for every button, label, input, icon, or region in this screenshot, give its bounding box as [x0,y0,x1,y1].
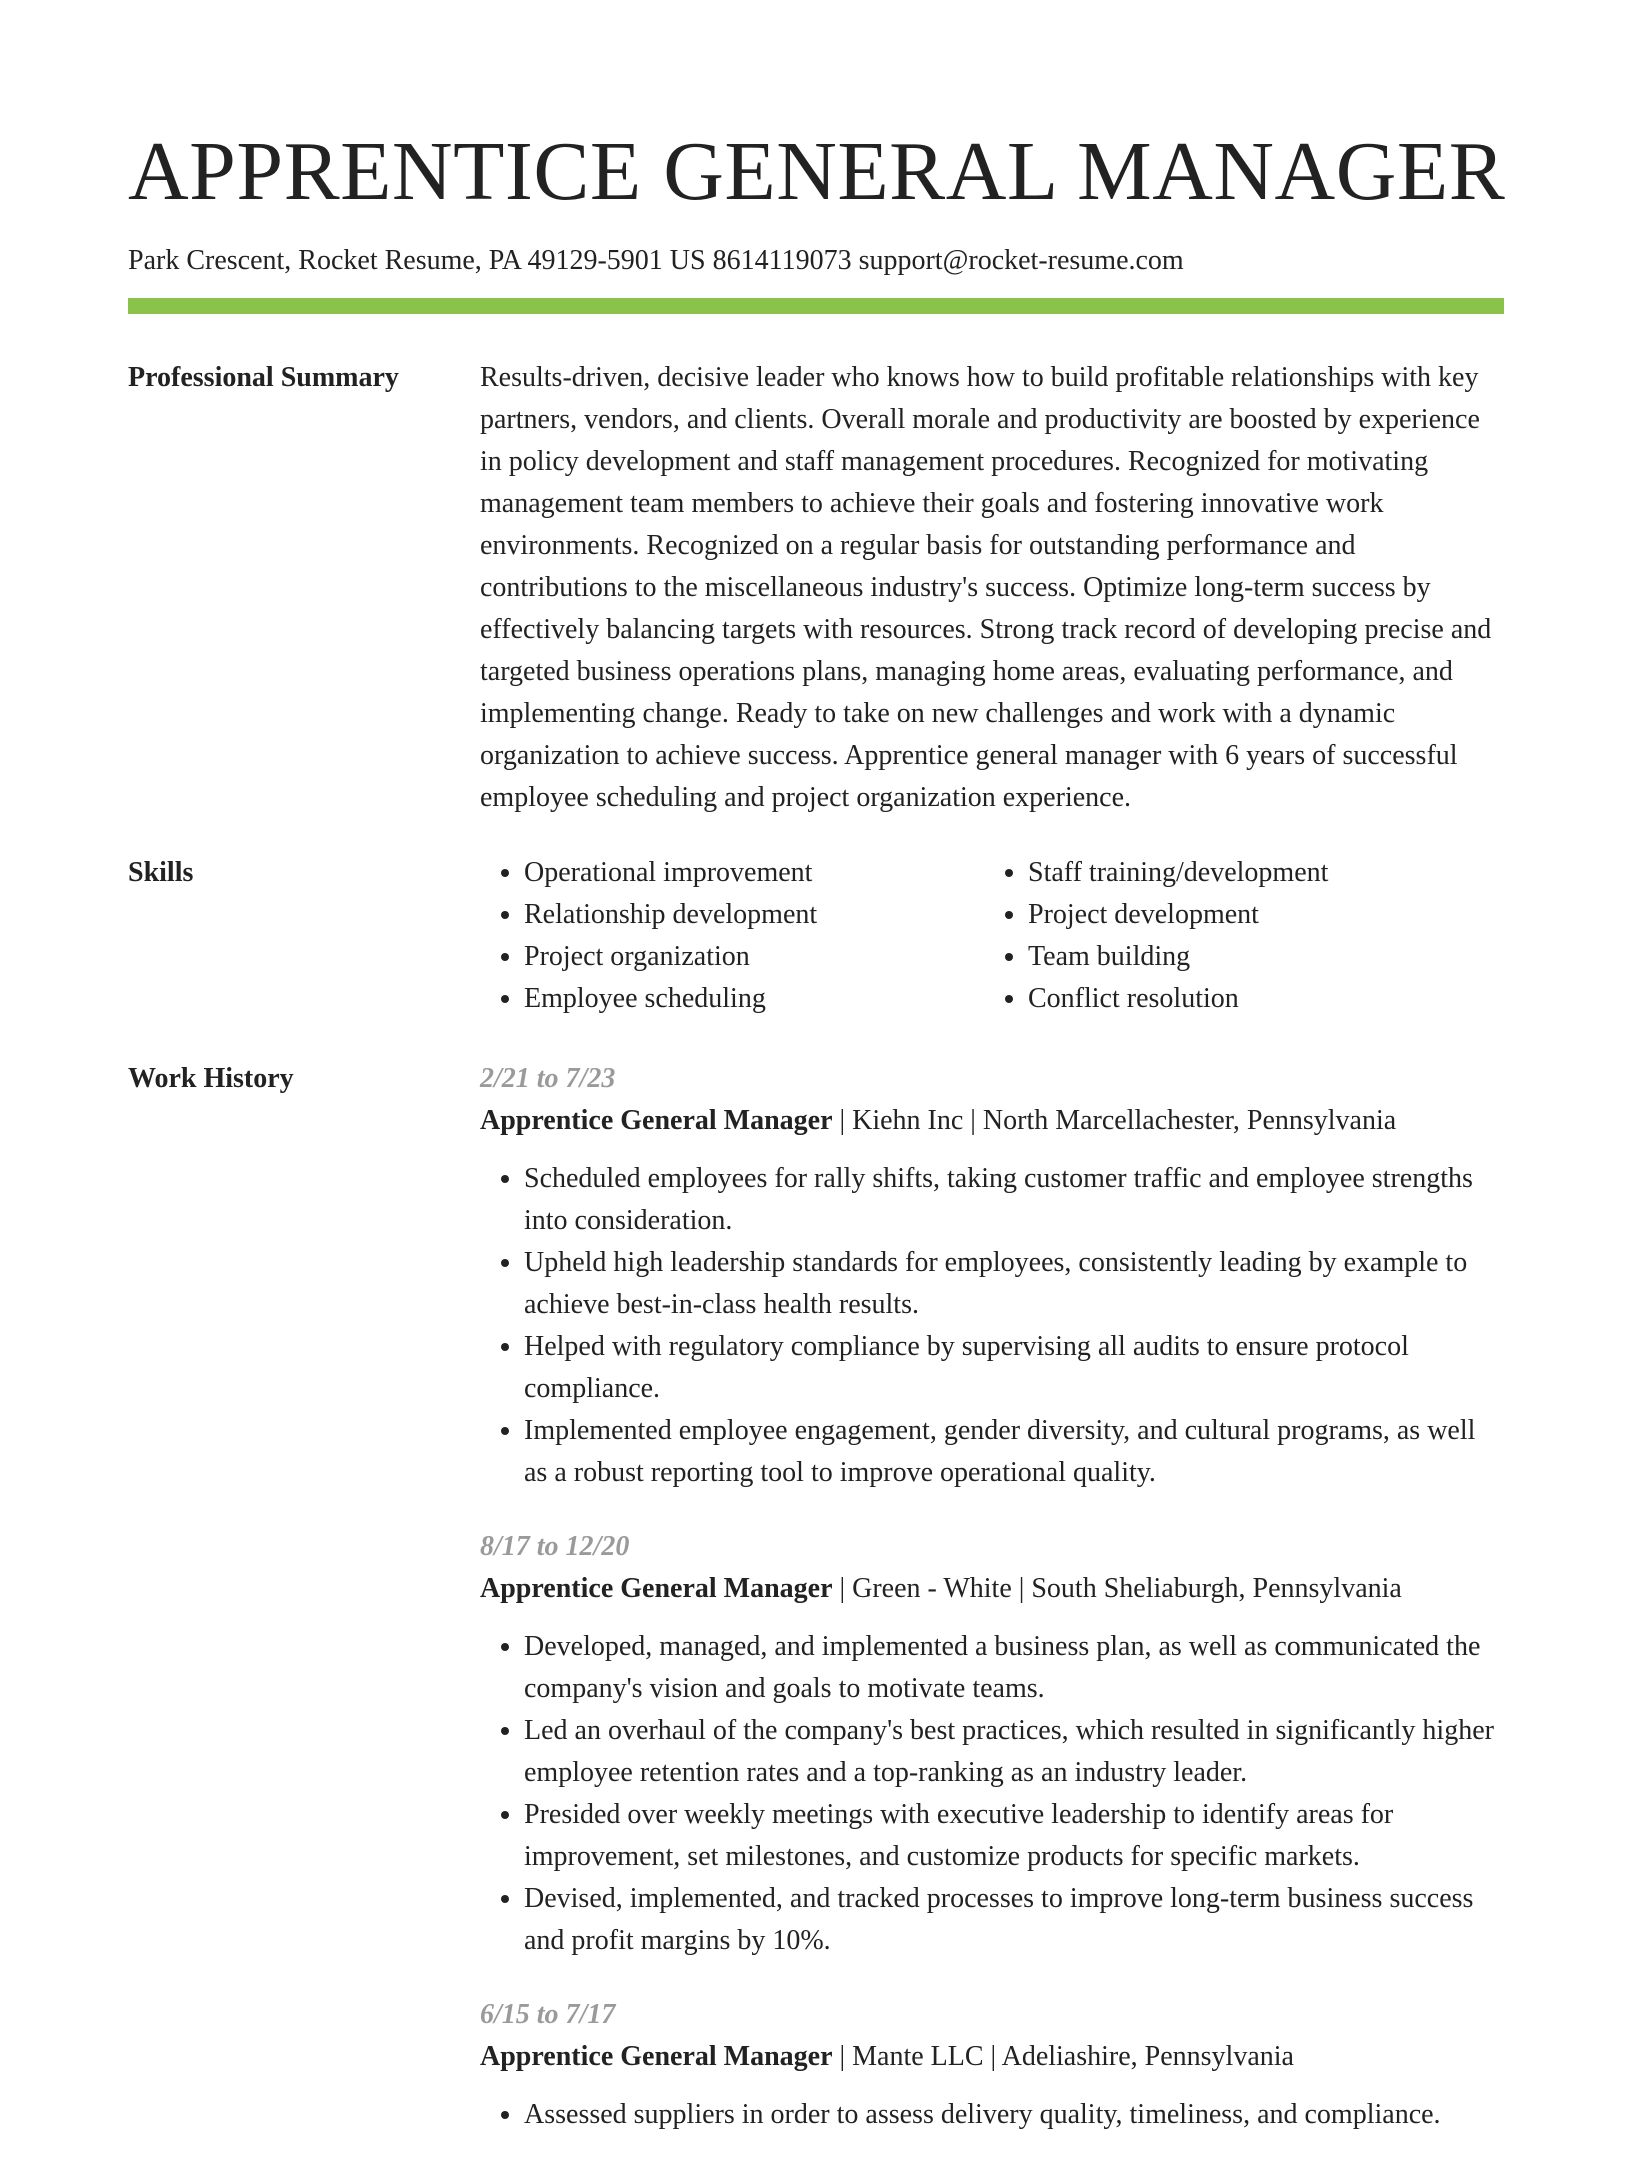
job-bullet: • Implemented employee engagement, gender diversity, and cultural programs, as well as a robust reporting tool to improve operational quality. [524,1410,1504,1494]
summary-heading: Professional Summary [128,362,399,393]
job-dates: 2/21 to 7/23 [480,1063,616,1094]
skill-item: • Team building [1028,936,1488,978]
skills-list-right [984,852,1488,1020]
header-divider [128,298,1504,314]
skills-grid [480,852,1504,1020]
job-bullet: • Presided over weekly meetings with executive leadership to identify areas for improvement, set milestones, and customize products for specific markets. [524,1794,1504,1878]
job-dates: 6/15 to 7/17 [480,1999,616,2030]
contact-phone: 8614119073 [712,245,852,276]
skills-heading: Skills [128,857,194,888]
work-history-body [480,1058,1504,2168]
job-bullet: • Helped with regulatory compliance by supervising all audits to ensure protocol compliance. [524,1326,1504,1410]
work-history-section [128,1058,1504,2168]
job-title: Apprentice General Manager [480,1573,833,1604]
skill-item: • Conflict resolution [1028,978,1488,1020]
skills-section [128,852,1504,1020]
job-title-line [480,1100,1504,1142]
job-entry [480,1526,1504,1962]
contact-address: Park Crescent, Rocket Resume, PA 49129-5901 US [128,245,706,276]
contact-email[interactable]: support@rocket-resume.com [858,245,1184,276]
summary-body [480,357,1504,819]
skill-item: • Employee scheduling [524,978,984,1020]
job-bullets [480,1158,1504,1494]
job-bullet: • Upheld high leadership standards for employees, consistently leading by example to achieve best-in-class health results. [524,1242,1504,1326]
job-title: Apprentice General Manager [480,2041,833,2072]
job-entry [480,1058,1504,1494]
summary-text: Results-driven, decisive leader who knows how to build profitable relationships with key partners, vendors, and clients. Overall morale and productivity are boosted by experience in policy development and staff management procedures. Recognized for motivating management team members to achieve their goals and fostering innovative work environments. Recognized on a regular basis for outstanding performance and contributions to the miscellaneous industry's success. Optimize long-term success by effectively balancing targets with resources. Strong track record of developing precise and targeted business operations plans, managing home areas, evaluating performance, and implementing change. Ready to take on new challenges and work with a dynamic organization to achieve success. Apprentice general manager with 6 years of successful employee scheduling and project organization experience. [480,362,1492,813]
job-dates: 8/17 to 12/20 [480,1531,630,1562]
resume-page [128,0,1504,2168]
job-title: Apprentice General Manager [480,1105,833,1136]
job-details: | Green - White | South Sheliaburgh, Pennsylvania [839,1573,1402,1604]
contact-line [128,244,1504,278]
job-bullets [480,2094,1504,2136]
skills-body [480,852,1504,1020]
work-history-heading: Work History [128,1063,294,1094]
job-bullet: • Assessed suppliers in order to assess delivery quality, timeliness, and compliance. [524,2094,1504,2136]
summary-section [128,357,1504,819]
skill-item: • Project development [1028,894,1488,936]
job-bullet: • Led an overhaul of the company's best practices, which resulted in significantly higher employee retention rates and a top-ranking as an industry leader. [524,1710,1504,1794]
skills-list-left [480,852,984,1020]
skill-item: • Operational improvement [524,852,984,894]
job-bullet: • Devised, implemented, and tracked processes to improve long-term business success and profit margins by 10%. [524,1878,1504,1962]
job-details: | Kiehn Inc | North Marcellachester, Pennsylvania [839,1105,1397,1136]
job-details: | Mante LLC | Adeliashire, Pennsylvania [839,2041,1294,2072]
job-bullets [480,1626,1504,1962]
skill-item: • Staff training/development [1028,852,1488,894]
skill-item: • Relationship development [524,894,984,936]
skill-item: • Project organization [524,936,984,978]
job-title-line [480,2036,1504,2078]
candidate-name: APPRENTICE GENERAL MANAGER [128,125,1506,218]
job-title-line [480,1568,1504,1610]
job-bullet: • Developed, managed, and implemented a business plan, as well as communicated the company's vision and goals to motivate teams. [524,1626,1504,1710]
job-bullet: • Scheduled employees for rally shifts, taking customer traffic and employee strengths into consideration. [524,1158,1504,1242]
job-entry [480,1994,1504,2136]
